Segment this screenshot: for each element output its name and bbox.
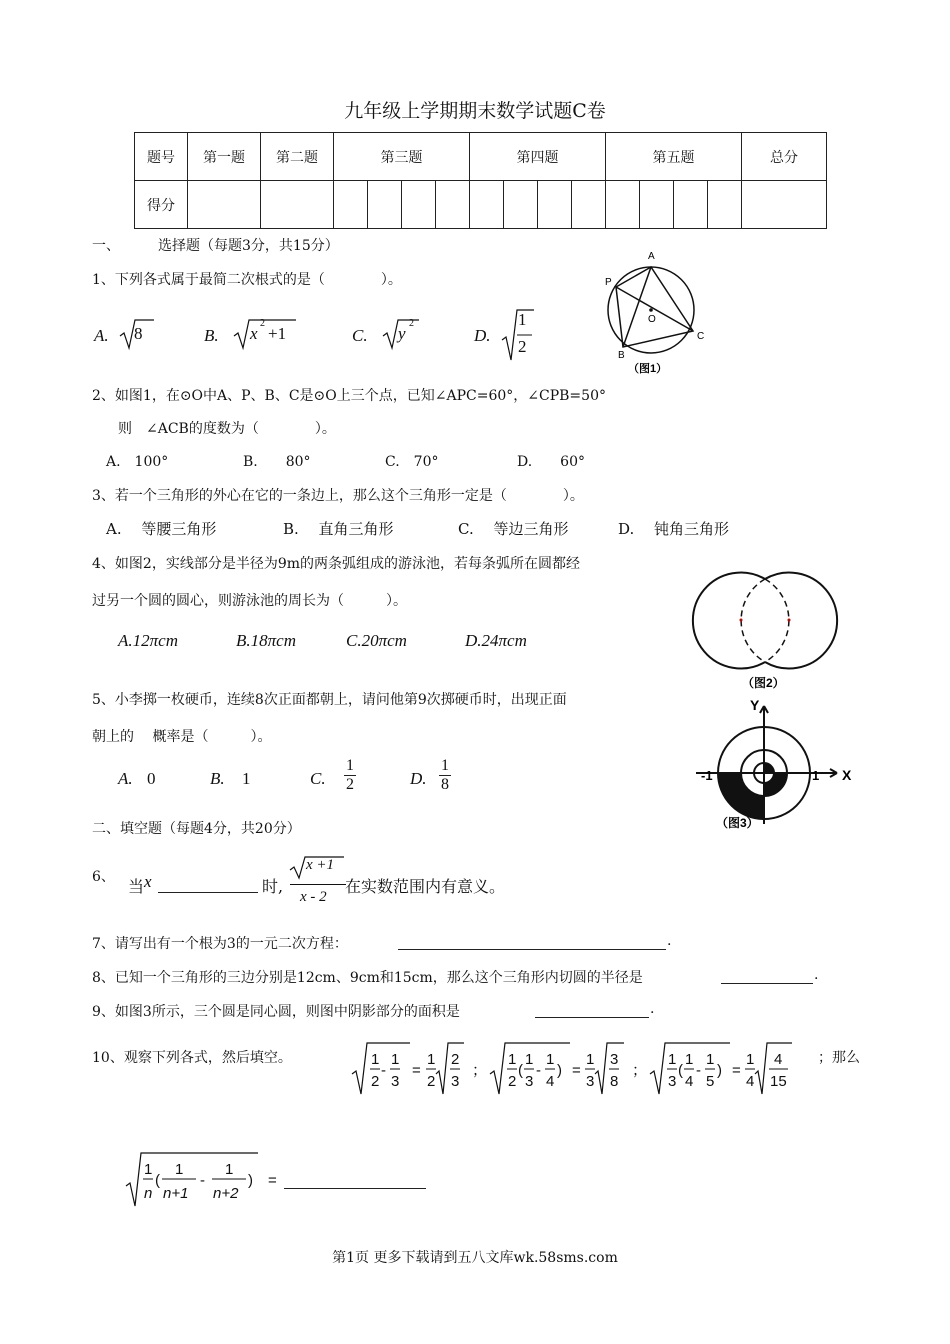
q2-option-d: D. 60°: [517, 454, 585, 470]
fig1-caption: （图1）: [628, 363, 668, 375]
q1-d-denominator: 2: [518, 337, 527, 356]
q10-answer-blank[interactable]: [284, 1170, 426, 1189]
q10b-piece: 1: [225, 1161, 234, 1178]
q10-piece: 1: [508, 1051, 517, 1068]
q7-text: 7、请写出有一个根为3的一元二次方程：: [92, 936, 348, 952]
q10b-piece: 1: [144, 1161, 153, 1178]
q1-c-var: y: [398, 324, 406, 343]
score-cell[interactable]: [708, 181, 742, 229]
q10-piece: 3: [586, 1073, 595, 1090]
svg-text:-: -: [381, 1062, 386, 1079]
fig2-right-dashed: [741, 579, 765, 662]
q6-num: 6、: [92, 869, 115, 885]
q4-option-c: C.20πcm: [346, 631, 407, 650]
fig3-label: X: [842, 767, 852, 783]
q10b-piece: n+2: [213, 1185, 239, 1202]
q10-piece: 1: [546, 1051, 555, 1068]
fig3-label: 1: [812, 768, 820, 783]
fig3-caption: （图3）: [716, 816, 759, 830]
q10-piece: ): [557, 1062, 562, 1079]
score-cell[interactable]: [606, 181, 640, 229]
q5-option-b-label: B.: [210, 769, 225, 788]
header-cell: 第一题: [188, 133, 261, 181]
score-cell[interactable]: [572, 181, 606, 229]
q5-line2: 朝上的 概率是（ ）。: [92, 729, 272, 745]
fig3-label: Y: [750, 697, 760, 713]
q3-option-b: B. 直角三角形: [283, 520, 394, 538]
q3-option-a: A. 等腰三角形: [106, 520, 217, 538]
q10-piece: 3: [525, 1073, 534, 1090]
q10-piece: 3: [451, 1073, 460, 1090]
page-footer: 第1页 更多下载请到五八文库wk.58sms.com: [332, 1250, 618, 1266]
q10-piece: 2: [371, 1073, 380, 1090]
score-cell[interactable]: [742, 181, 827, 229]
q1-option-c-label: C.: [352, 326, 368, 345]
score-cell[interactable]: [640, 181, 674, 229]
q10b-piece: n: [144, 1185, 153, 1202]
q2-line1: 2、如图1，在⊙O中A、P、B、C是⊙O上三个点，已知∠APC=60°，∠CPB=50°: [92, 388, 606, 404]
frac-numerator: 1: [441, 757, 449, 774]
q2-option-b: B. 80°: [243, 454, 311, 470]
q10-piece: 1: [525, 1051, 534, 1068]
q5-option-d-label: D.: [410, 769, 427, 788]
q4-line2: 过另一个圆的圆心，则游泳池的周长为（ ）。: [92, 593, 407, 609]
q10-piece: 8: [610, 1073, 619, 1090]
q5-option-d-fraction: [439, 757, 451, 793]
q1-b-plus: +1: [268, 324, 287, 343]
q1-text: 1、下列各式属于最简二次根式的是（ ）。: [92, 272, 402, 288]
score-cell[interactable]: [188, 181, 261, 229]
q10-piece: 2: [508, 1073, 517, 1090]
q7-end: .: [667, 933, 672, 949]
q6-pre: 当: [128, 877, 145, 896]
q10-piece: 4: [685, 1073, 694, 1090]
q5-option-a-value: 0: [147, 769, 156, 788]
q10b-piece: (: [155, 1172, 160, 1189]
score-cell[interactable]: [470, 181, 504, 229]
q2-option-c: C. 70°: [385, 454, 439, 470]
q5-option-c-label: C.: [310, 769, 326, 788]
q10-piece: 4: [774, 1051, 783, 1068]
q10-piece: (: [518, 1062, 523, 1079]
q10-piece: 1: [668, 1051, 677, 1068]
q10-piece: 1: [746, 1051, 755, 1068]
q9-text: 9、如图3所示，三个圆是同心圆，则图中阴影部分的面积是: [92, 1004, 460, 1020]
score-cell[interactable]: [334, 181, 368, 229]
q5-option-c-fraction: [344, 757, 356, 793]
q10-piece: -: [696, 1062, 701, 1079]
header-cell: 题号: [135, 133, 188, 181]
score-cell[interactable]: [261, 181, 334, 229]
q4-option-d: D.24πcm: [465, 631, 527, 650]
q6-var: x: [144, 872, 152, 891]
q2-line2: 则 ∠ACB的度数为（ ）。: [118, 421, 336, 437]
q6-mid: 时,: [262, 877, 284, 896]
q10b-piece: -: [200, 1172, 205, 1189]
q10b-piece: ): [248, 1172, 253, 1189]
score-cell[interactable]: [504, 181, 538, 229]
q10-piece: 4: [746, 1073, 755, 1090]
q10-piece: 1: [586, 1051, 595, 1068]
q10b-expression: [124, 1148, 304, 1208]
frac-numerator: 1: [346, 757, 354, 774]
header-cell: 第四题: [470, 133, 606, 181]
q3-option-d: D. 钝角三角形: [618, 520, 730, 538]
sqrt-icon: [232, 316, 298, 352]
score-table: [134, 132, 827, 229]
page-title: 九年级上学期期末数学试题C卷: [344, 100, 606, 122]
q8-end: .: [814, 967, 819, 983]
fig2-center-right: [788, 619, 791, 622]
q10-piece: 1: [391, 1051, 400, 1068]
q5-line1: 5、小李掷一枚硬币，连续8次正面都朝上，请问他第9次掷硬币时，出现正面: [92, 692, 567, 708]
score-cell[interactable]: [402, 181, 436, 229]
fig2-center-left: [740, 619, 743, 622]
q5-option-b-value: 1: [242, 769, 251, 788]
q1-c-exp: 2: [409, 318, 414, 329]
q4-line1: 4、如图2，实线部分是半径为9m的两条弧组成的游泳池，若每条弧所在圆都经: [92, 556, 580, 572]
q10-piece: 1: [371, 1051, 380, 1068]
score-cell[interactable]: [368, 181, 402, 229]
q1-a-radicand: 8: [134, 324, 143, 343]
fig3-label: -1: [701, 768, 713, 783]
section1-num: 一、: [92, 238, 120, 254]
q10-piece: 4: [546, 1073, 555, 1090]
header-cell: 第五题: [606, 133, 742, 181]
q6-fraction-bar: [290, 884, 346, 885]
q5-option-a-label: A.: [118, 769, 133, 788]
q1-b-exp: 2: [260, 318, 265, 329]
fig2-caption: （图2）: [742, 676, 785, 690]
q10b-piece: =: [268, 1172, 277, 1189]
q10-piece: -: [536, 1062, 541, 1079]
q10-piece: (: [678, 1062, 683, 1079]
q10-tail: ；那么: [818, 1050, 860, 1066]
q10-piece: ；: [632, 1062, 648, 1079]
row-label: 得分: [135, 181, 188, 229]
q1-d-numerator: 1: [518, 310, 527, 329]
fig2-left-dashed: [765, 579, 789, 662]
q10-piece: ；: [472, 1062, 488, 1079]
fig1-label: A: [648, 251, 655, 262]
q10-piece: =: [732, 1062, 741, 1079]
q6-denominator: x - 2: [300, 889, 327, 905]
figure-1: [598, 246, 708, 376]
q4-option-b: B.18πcm: [236, 631, 296, 650]
figure-2: [690, 568, 840, 696]
q6-post: 在实数范围内有意义。: [345, 877, 506, 896]
header-cell: 总分: [742, 133, 827, 181]
q10-piece: 5: [706, 1073, 715, 1090]
q10-piece: 3: [391, 1073, 400, 1090]
q10-piece: 3: [668, 1073, 677, 1090]
q10-piece: 2: [451, 1051, 460, 1068]
q8-answer-blank[interactable]: [721, 967, 813, 984]
q10-piece: =: [412, 1062, 421, 1079]
q6-numerator: x +1: [306, 857, 335, 873]
q10-piece: 2: [427, 1073, 436, 1090]
q10-piece: =: [572, 1062, 581, 1079]
frac-denominator: 8: [441, 775, 449, 793]
q10b-piece: n+1: [163, 1185, 189, 1202]
q1-option-a-label: A.: [94, 326, 109, 345]
score-cell[interactable]: [436, 181, 470, 229]
score-cell[interactable]: [538, 181, 572, 229]
q10-piece: 15: [770, 1073, 787, 1090]
header-cell: 第二题: [261, 133, 334, 181]
q10-piece: 1: [427, 1051, 436, 1068]
fig1-chord-ab: [623, 267, 651, 347]
section2-title: 二、填空题（每题4分，共20分）: [92, 821, 301, 837]
q9-end: .: [650, 1001, 655, 1017]
fig1-label: B: [618, 350, 625, 361]
q7-answer-blank[interactable]: [398, 933, 666, 950]
q3-text: 3、若一个三角形的外心在它的一条边上，那么这个三角形一定是（ ）。: [92, 488, 584, 504]
q4-option-a: A.12πcm: [118, 631, 178, 650]
fig1-label: P: [605, 277, 612, 288]
header-cell: 第三题: [334, 133, 470, 181]
q10-piece: 3: [610, 1051, 619, 1068]
q1-option-b-label: B.: [204, 326, 219, 345]
q1-option-d-label: D.: [474, 326, 491, 345]
score-cell[interactable]: [674, 181, 708, 229]
q10-text: 10、观察下列各式，然后填空。: [92, 1050, 292, 1066]
frac-denominator: 2: [346, 775, 354, 793]
section1-title: 选择题（每题3分，共15分）: [158, 238, 339, 254]
q3-option-c: C. 等边三角形: [458, 520, 569, 538]
q10-piece: 1: [685, 1051, 694, 1068]
q10-piece: ): [717, 1062, 722, 1079]
q6-answer-blank[interactable]: [158, 872, 258, 893]
q9-answer-blank[interactable]: [535, 1001, 649, 1018]
q10-expressions: [350, 1038, 870, 1098]
q8-text: 8、已知一个三角形的三边分别是12cm、9cm和15cm，那么这个三角形内切圆的半径是: [92, 970, 643, 986]
q10b-piece: 1: [175, 1161, 184, 1178]
q1-b-var: x: [250, 324, 258, 343]
q10-piece: 1: [706, 1051, 715, 1068]
figure-3: [692, 694, 858, 830]
fig1-label: C: [697, 331, 705, 342]
q2-option-a: A. 100°: [106, 454, 169, 470]
fig1-label: O: [648, 314, 656, 325]
fig1-center: [649, 308, 653, 312]
